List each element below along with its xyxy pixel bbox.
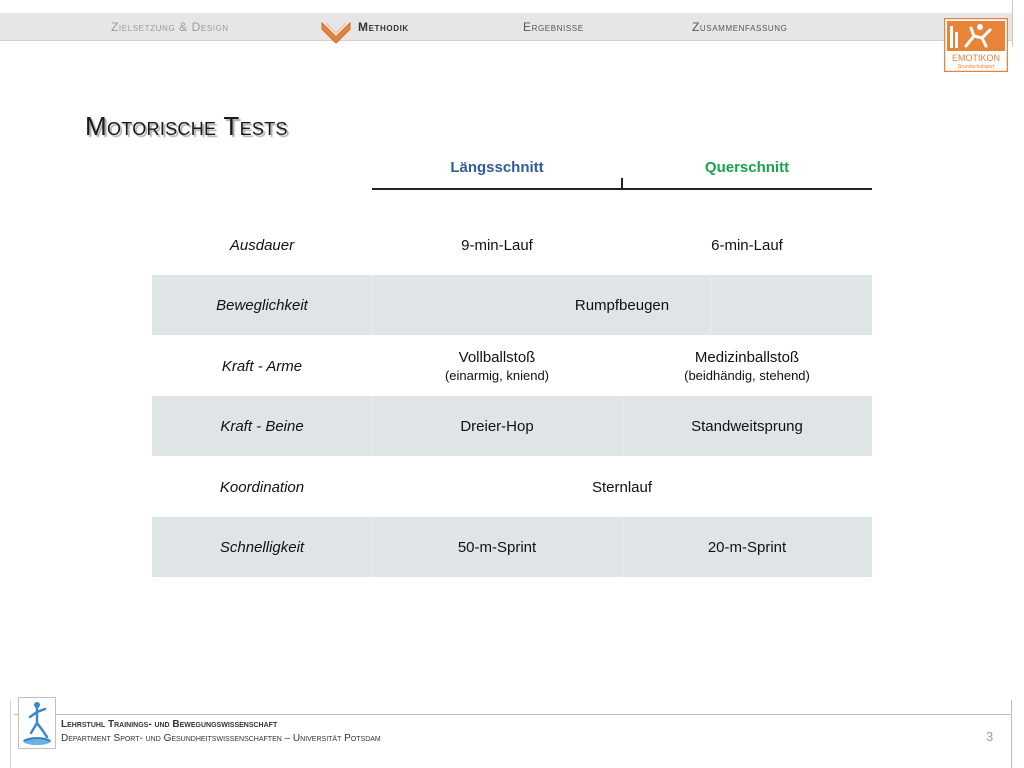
table-row-kraft-arme: [152, 336, 872, 396]
footer-left-line: [10, 700, 11, 768]
footer-chair-name: Lehrstuhl Trainings- und Bewegungswissenschaft: [61, 719, 278, 730]
cell-querschnitt: 6-min-Lauf: [711, 236, 783, 254]
cell-laengsschnitt: 50-m-Sprint: [457, 538, 537, 556]
row-label: Schnelligkeit: [219, 538, 305, 556]
table-row-koordination: [152, 457, 872, 517]
header-divider-tick: [621, 178, 623, 189]
test-name: Medizinballstoß: [694, 349, 800, 366]
row-label: Kraft - Arme: [221, 357, 303, 375]
svg-text:EMOTIKON: EMOTIKON: [951, 53, 1001, 63]
cell-laengsschnitt: [372, 336, 622, 396]
column-header-querschnitt: Querschnitt: [704, 159, 790, 176]
test-detail: (beidhändig, stehend): [684, 368, 810, 383]
footer-right-line: [1011, 700, 1012, 768]
test-detail: (einarmig, kniend): [444, 368, 550, 383]
cell-both-designs: Rumpfbeugen: [574, 296, 670, 314]
table-row-beweglichkeit: [152, 275, 872, 335]
cell-querschnitt: 20-m-Sprint: [707, 538, 787, 556]
nav-item-ergebnisse[interactable]: Ergebnisse: [523, 20, 584, 34]
nav-item-zusammenfassung[interactable]: Zusammenfassung: [692, 20, 788, 34]
cell-laengsschnitt: Dreier-Hop: [460, 417, 534, 435]
cell-querschnitt: [622, 336, 872, 396]
cell-both-designs: Sternlauf: [591, 478, 653, 496]
page-number: 3: [986, 729, 994, 744]
cell-laengsschnitt: 9-min-Lauf: [461, 236, 533, 254]
footer-divider: [14, 714, 1012, 715]
right-edge-line: [1012, 0, 1013, 46]
table-row-ausdauer: [152, 215, 872, 275]
emotikon-logo: [944, 18, 1008, 72]
row-label: Kraft - Beine: [220, 417, 304, 435]
table-row-kraft-beine: [152, 396, 872, 456]
table-row-schnelligkeit: [152, 517, 872, 577]
slide-title: Motorische Tests: [85, 111, 288, 141]
nav-item-methodik[interactable]: Methodik: [358, 20, 409, 34]
test-name: Vollballstoß: [458, 349, 536, 366]
nav-item-zielsetzung[interactable]: Zielsetzung & Design: [111, 20, 229, 34]
svg-text:Grundschulsport: Grundschulsport: [957, 64, 995, 70]
row-label: Beweglichkeit: [216, 296, 308, 314]
column-header-laengsschnitt: Längsschnitt: [450, 159, 544, 176]
active-section-chevron-icon: [320, 19, 352, 47]
nav-divider: [0, 40, 1013, 41]
row-label: Ausdauer: [229, 236, 295, 254]
cell-querschnitt: Standweitsprung: [691, 417, 803, 435]
row-label: Koordination: [219, 478, 305, 496]
university-figure-logo-icon: [18, 697, 56, 749]
footer-department: Department Sport- und Gesundheitswissenschaften – Universität Potsdam: [61, 733, 381, 744]
